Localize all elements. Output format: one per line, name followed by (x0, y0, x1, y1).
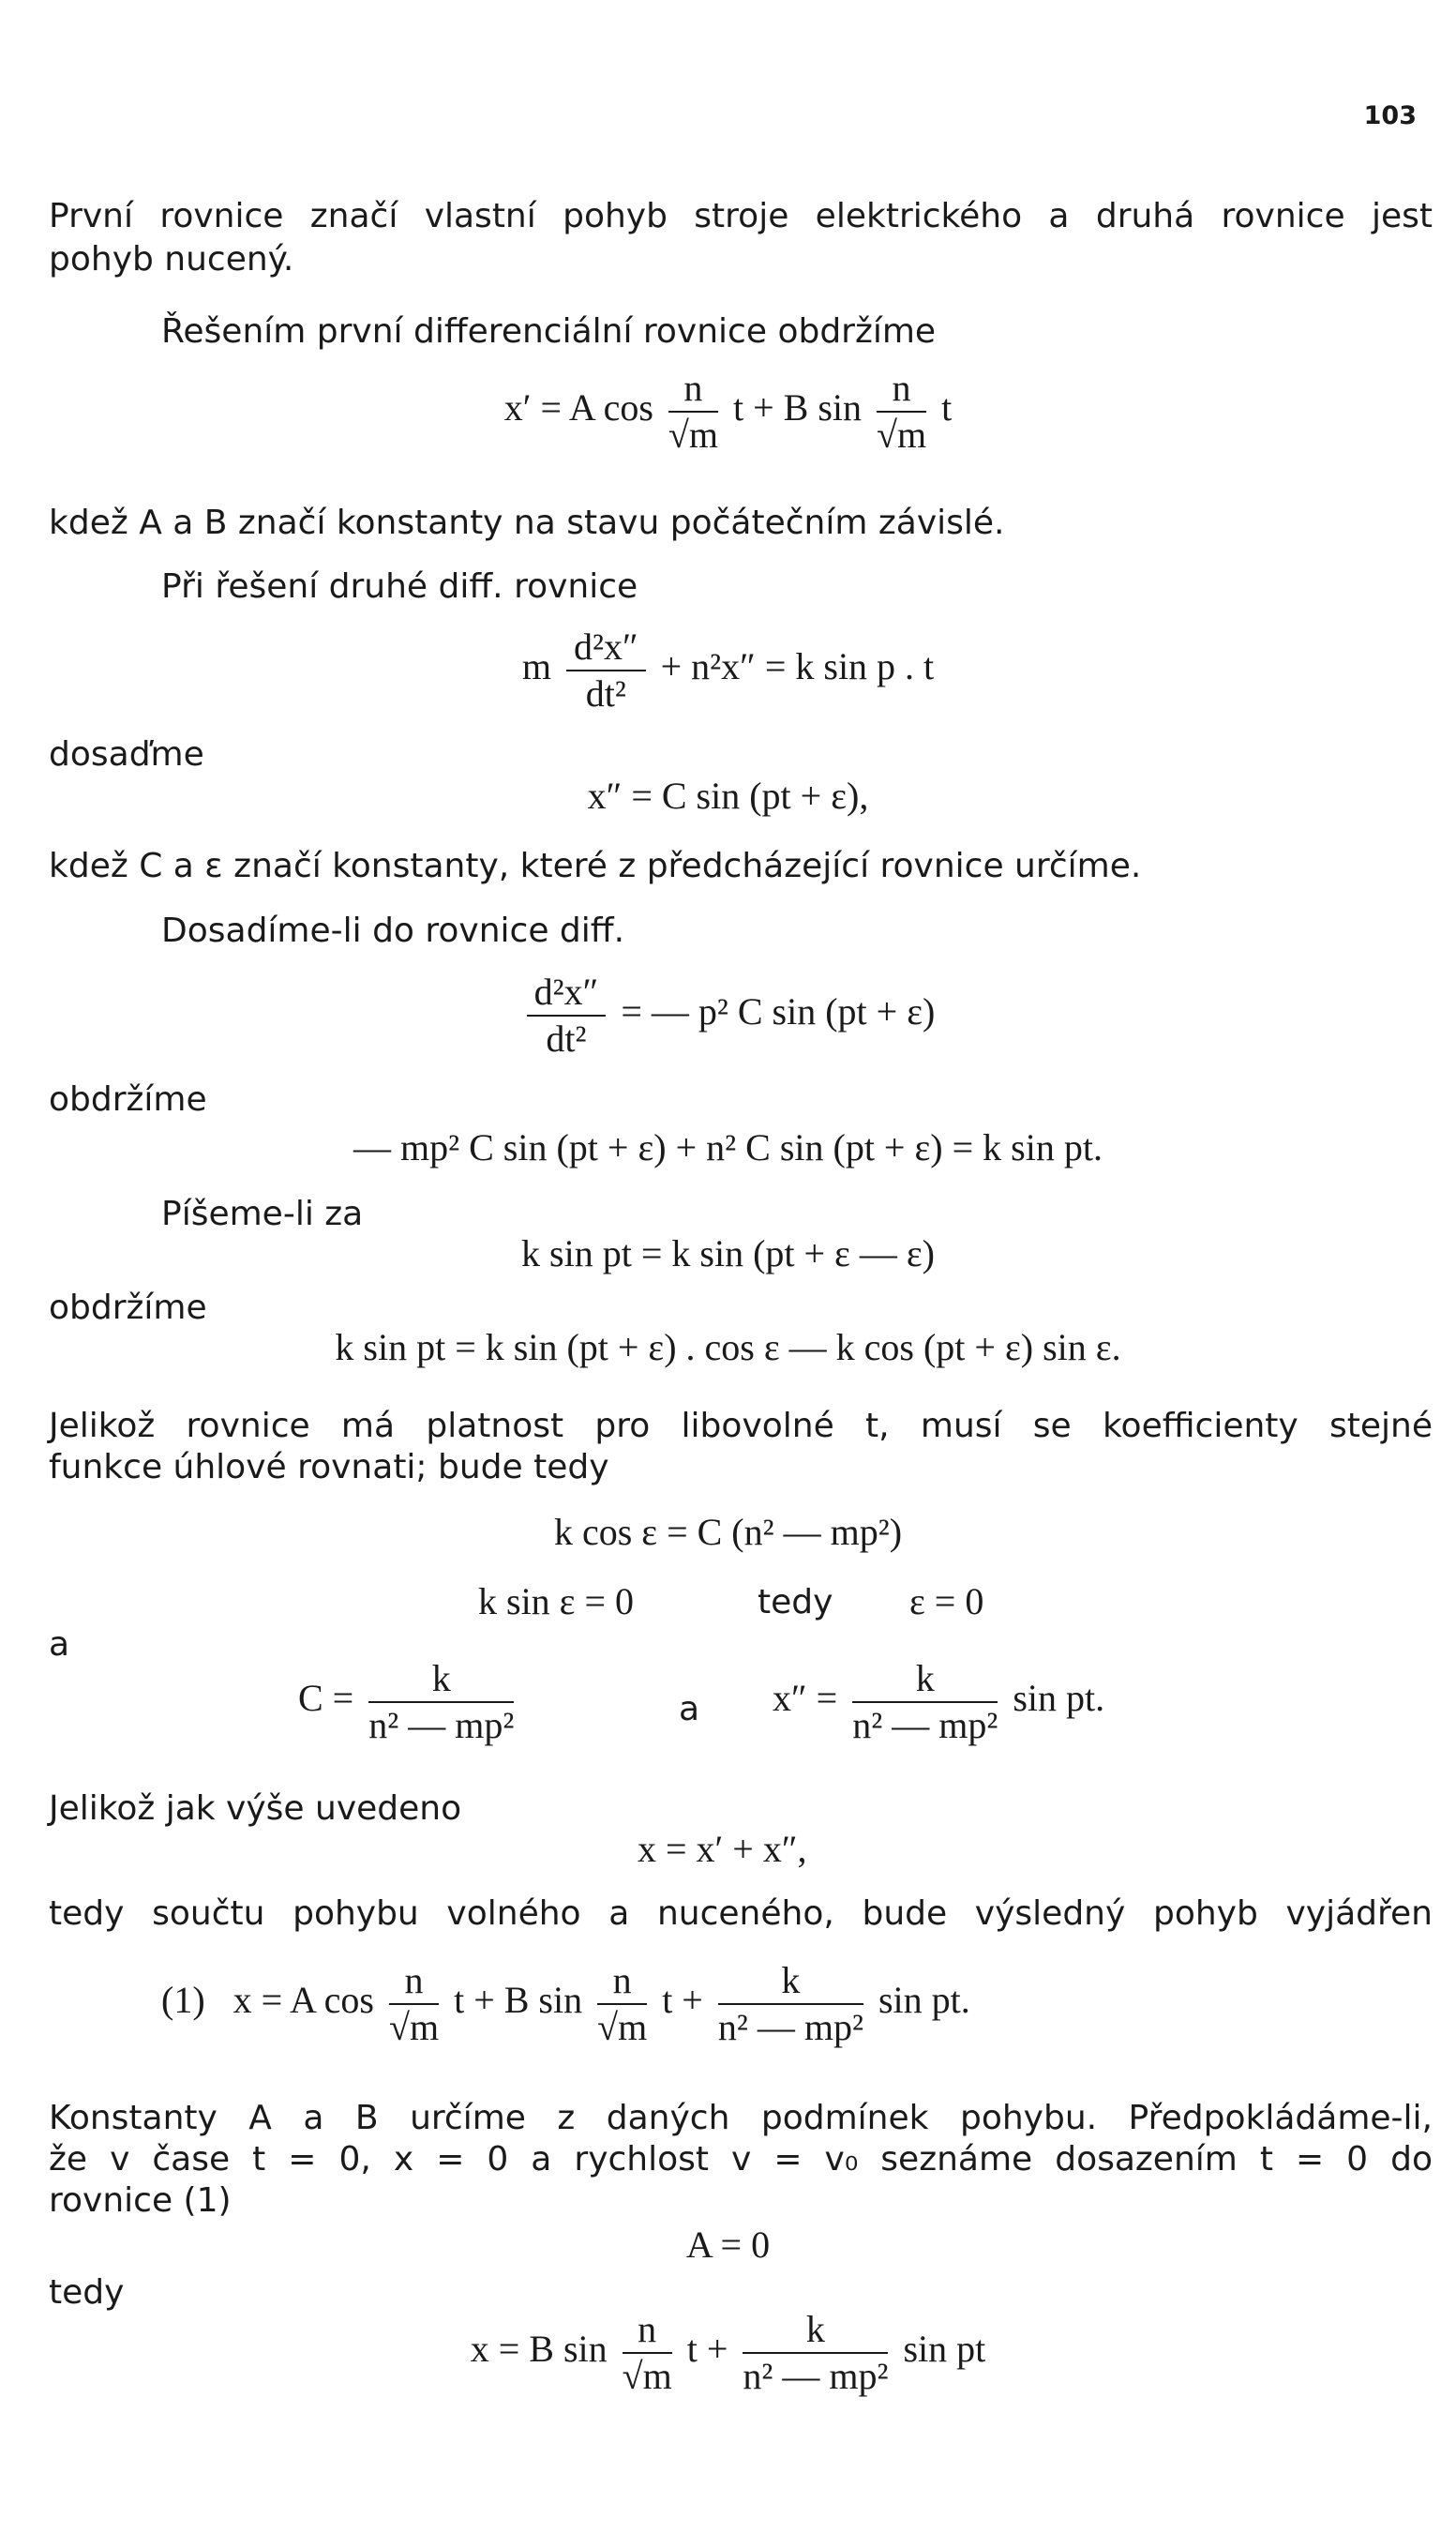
paragraph-line: Při řešení druhé diff. rovnice (161, 567, 638, 606)
fraction: $\frac{n}{√m}$ (877, 367, 927, 456)
equation-free-motion: x′ = A cos $\frac{n}{√m}$ t + B sin $\frac{n}{√m}$ t (503, 367, 953, 456)
equation-constant-c: C = $\frac{k}{\text{n² — mp²}}$ (298, 1657, 515, 1746)
equation-substitution: x″ = C sin (pt + ε), (587, 775, 869, 817)
paragraph-line: tedy součtu pohybu volného a nuceného, bude výsledný pohyb vyjádřen (49, 1894, 1433, 1933)
paragraph-line: rovnice (1) (49, 2181, 232, 2220)
fraction: $\frac{n}{√m}$ (622, 2308, 672, 2397)
fraction: $\frac{n}{√m}$ (389, 1959, 440, 2048)
paragraph-line: obdržíme (49, 1080, 207, 1119)
paragraph-line: Konstanty A a B určíme z daných podmínek pohybu. Předpokládáme-li, (49, 2099, 1433, 2137)
equation-rewrite: k sin pt = k sin (pt + ε — ε) (521, 1232, 935, 1274)
fraction: $\frac{k}{\text{n² — mp²}}$ (368, 1657, 515, 1746)
paragraph-line: kdež C a ε značí konstanty, které z předcházející rovnice určíme. (49, 847, 1142, 885)
equation-forced-differential: m $\frac{\text{d²x″}}{\text{dt²}}$ + n²x″ = k sin p . t (521, 626, 935, 715)
equation-sum: x = x′ + x″, (638, 1828, 807, 1870)
paragraph-line: Jelikož rovnice má platnost pro libovolné t, musí se koefficienty stejné (49, 1407, 1433, 1445)
equation-word: a (679, 1690, 700, 1728)
paragraph-line: funkce úhlové rovnati; bude tedy (49, 1448, 609, 1486)
paragraph-line: že v čase t = 0, x = 0 a rychlost v = v₀ seznáme dosazením t = 0 do (49, 2140, 1433, 2179)
equation-expanded: k sin pt = k sin (pt + ε) . cos ε — k cos (pt + ε) sin ε. (335, 1326, 1121, 1368)
paragraph-line: pohyb nucený. (49, 240, 294, 279)
fraction: $\frac{\text{d²x″}}{\text{dt²}}$ (527, 972, 607, 1060)
fraction: $\frac{k}{\text{n² — mp²}}$ (743, 2308, 889, 2397)
fraction: $\frac{n}{√m}$ (597, 1959, 648, 2048)
fraction: $\frac{\text{d²x″}}{\text{dt²}}$ (566, 626, 646, 715)
equation-final-motion: x = B sin $\frac{n}{√m}$ t + $\frac{k}{\text{n² — mp²}}$ sin pt (470, 2308, 986, 2397)
equation-general-motion: (1) x = A cos $\frac{n}{√m}$ t + B sin $\frac{n}{√m}$ t + $\frac{k}{\text{n² — mp²}}$ sin pt. (161, 1959, 970, 2048)
paragraph-line: dosaďme (49, 735, 204, 774)
paragraph-line: Řešením první differenciální rovnice obdržíme (161, 312, 937, 351)
paragraph-line: Dosadíme-li do rovnice diff. (161, 912, 625, 950)
paragraph-line: obdržíme (49, 1289, 207, 1327)
equation-second-derivative: $\frac{\text{d²x″}}{\text{dt²}}$ = — p² C sin (pt + ε) (0, 972, 1456, 1060)
equation-epsilon-zero: ε = 0 (909, 1580, 984, 1622)
fraction: $\frac{k}{\text{n² — mp²}}$ (852, 1657, 998, 1746)
equation-forced-solution: x″ = $\frac{k}{\text{n² — mp²}}$ sin pt. (773, 1657, 1105, 1746)
paragraph-line: Jelikož jak výše uvedeno (49, 1789, 462, 1828)
equation-sin-epsilon: k sin ε = 0 (478, 1580, 635, 1622)
paragraph-line: a (49, 1625, 70, 1664)
equation-a-zero: A = 0 (685, 2224, 771, 2266)
fraction: $\frac{k}{\text{n² — mp²}}$ (717, 1959, 863, 2048)
paragraph-line: kdež A a B značí konstanty na stavu počátečním závislé. (49, 504, 1005, 542)
fraction: $\frac{n}{√m}$ (668, 367, 718, 456)
paragraph-line: První rovnice značí vlastní pohyb stroje elektrického a druhá rovnice jest (49, 197, 1433, 235)
equation-combined: — mp² C sin (pt + ε) + n² C sin (pt + ε) = k sin pt. (353, 1126, 1103, 1168)
equation-word: tedy (758, 1583, 833, 1621)
equation-cos-epsilon: k cos ε = C (n² — mp²) (553, 1511, 903, 1553)
page-number: 103 (1363, 101, 1417, 130)
paragraph-line: Píšeme-li za (161, 1195, 364, 1233)
paragraph-line: tedy (49, 2273, 125, 2312)
